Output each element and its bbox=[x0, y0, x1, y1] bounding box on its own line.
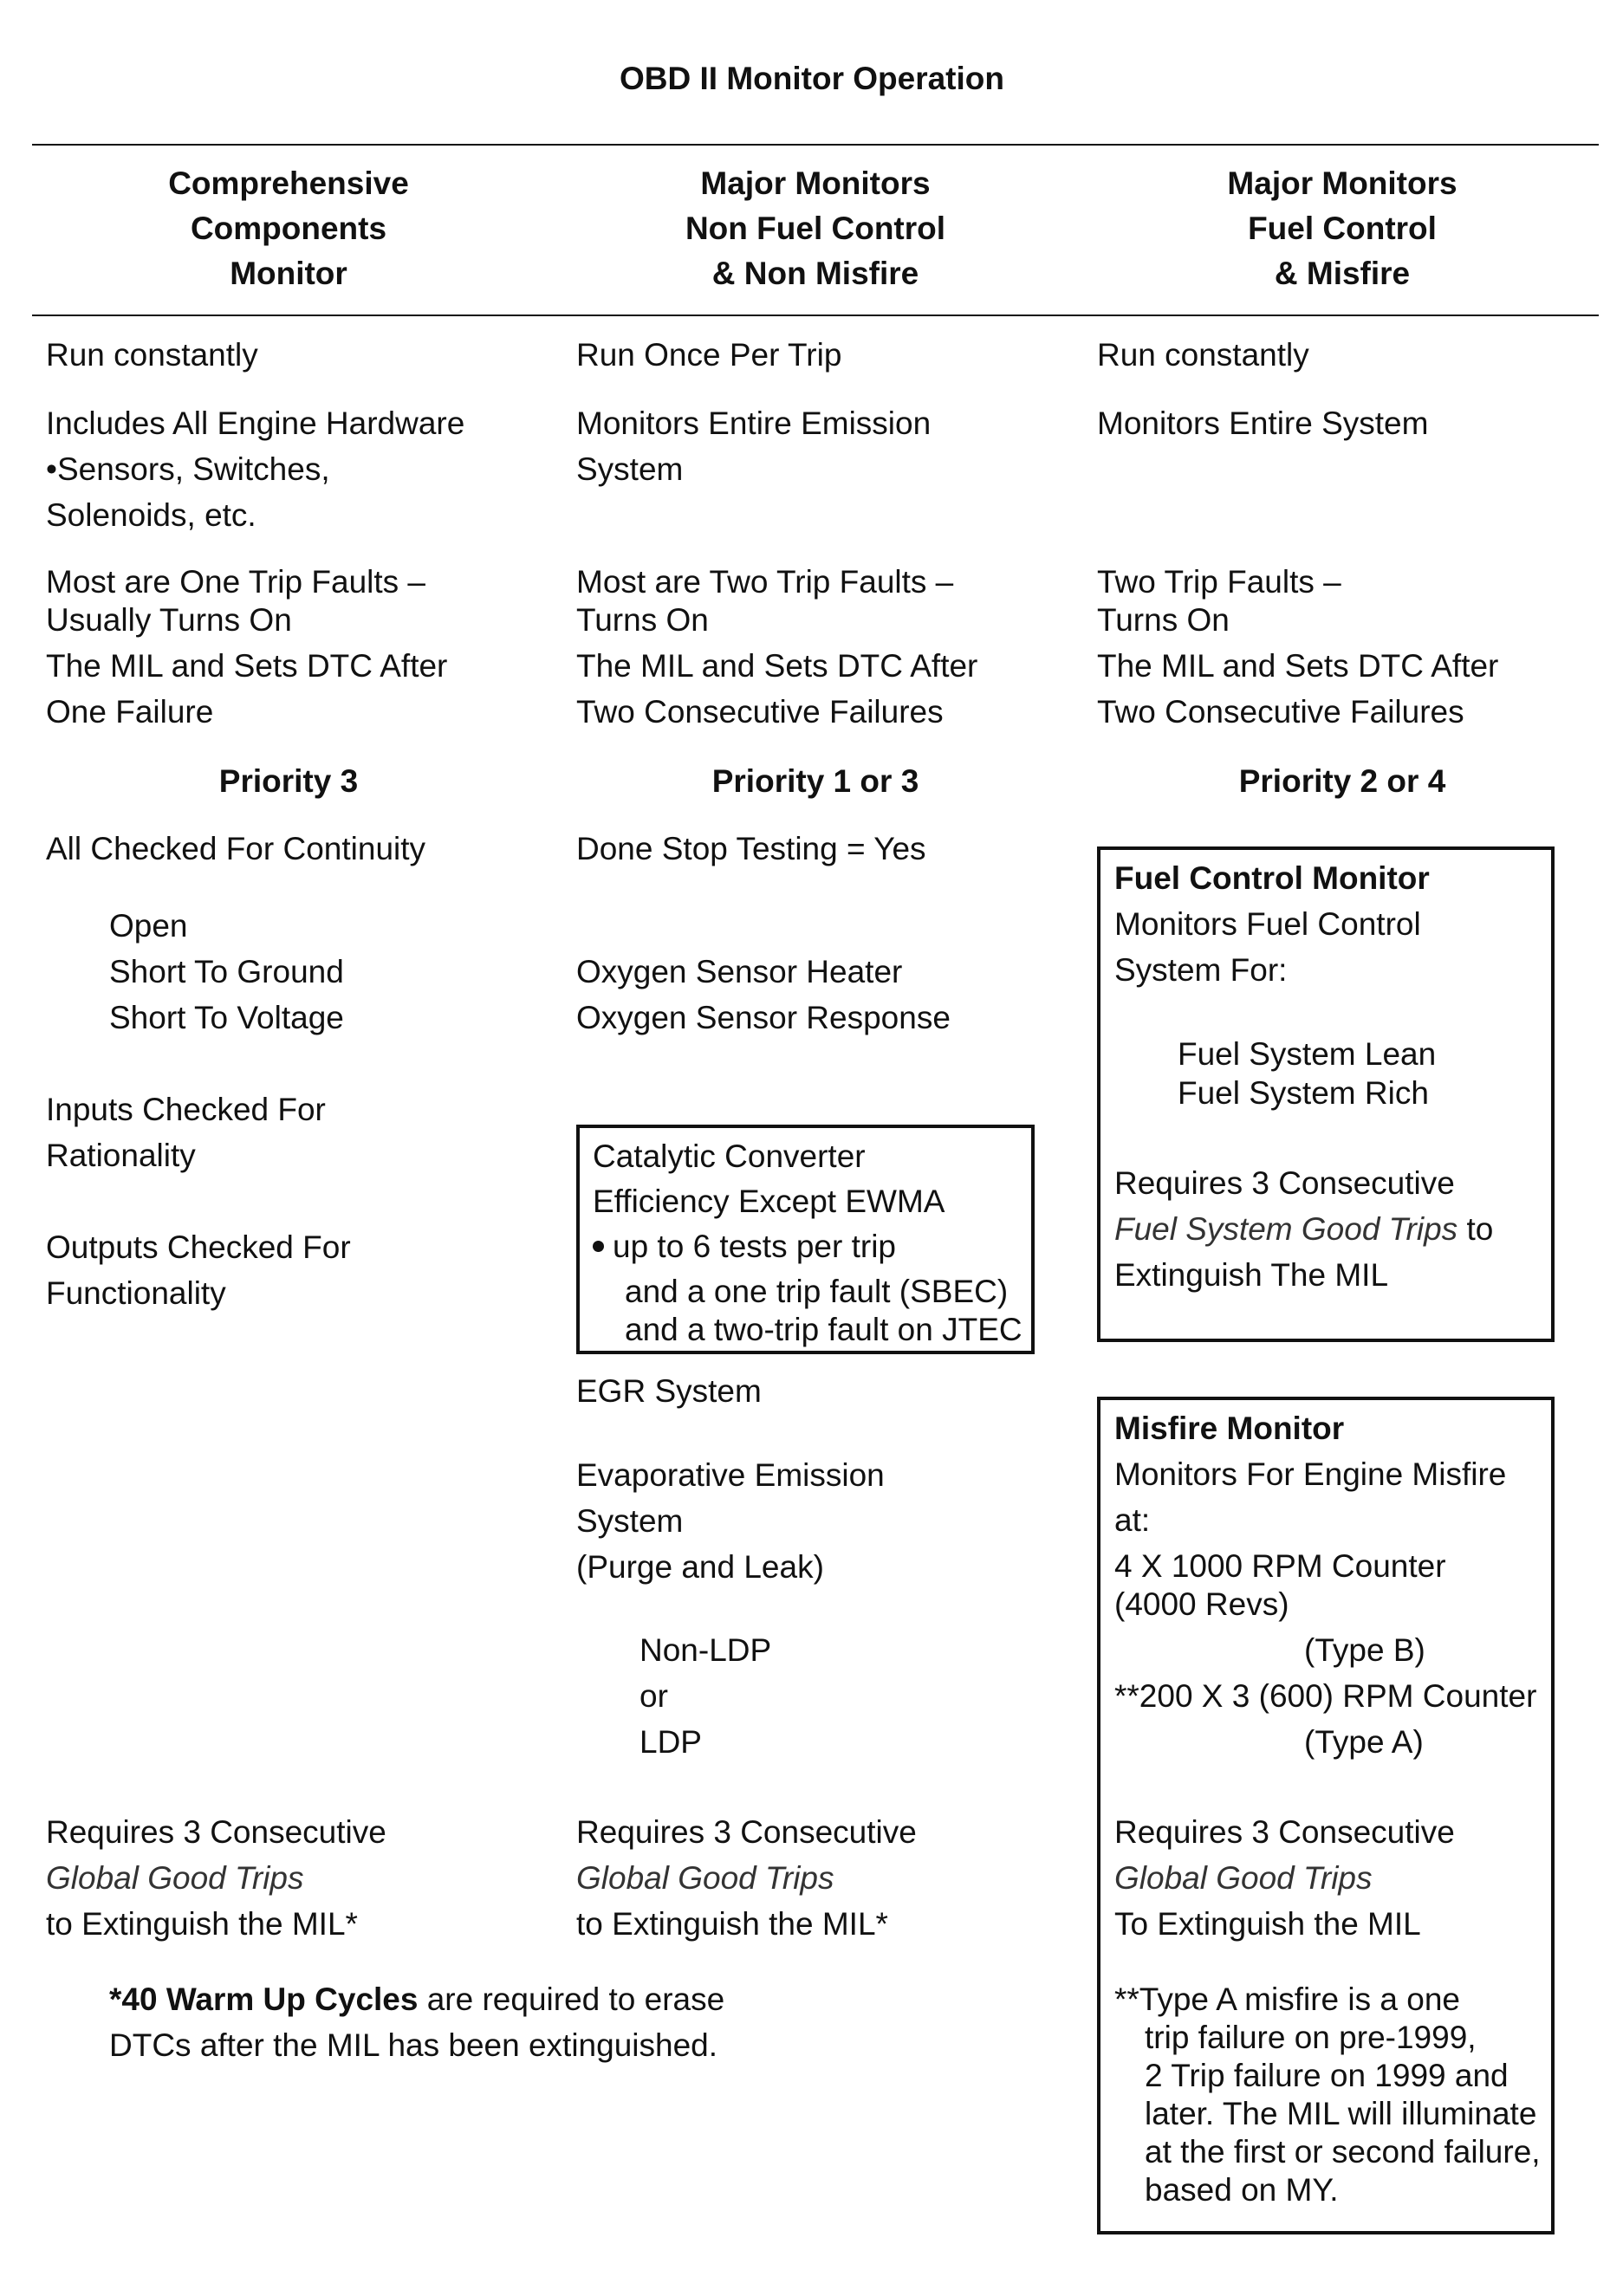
header-line: Non Fuel Control bbox=[685, 211, 946, 246]
fuel-box-line: Monitors Fuel Control bbox=[1114, 906, 1421, 942]
fault-line: Most are Two Trip Faults – bbox=[576, 564, 954, 600]
fuel-box-trips bbox=[1114, 1213, 1493, 1245]
fuel-box-line: System For: bbox=[1114, 952, 1288, 988]
ldp-line: or bbox=[639, 1678, 668, 1714]
catalytic-line: Efficiency Except EWMA bbox=[593, 1184, 945, 1219]
catalytic-bullet-text: up to 6 tests per trip bbox=[613, 1229, 897, 1264]
fault-line: Usually Turns On bbox=[46, 602, 292, 638]
priority-label: Priority 3 bbox=[218, 763, 359, 799]
requires-italic: Global Good Trips bbox=[576, 1860, 834, 1896]
monitors-line: Monitors Entire System bbox=[1097, 405, 1429, 441]
inputs-line: Inputs Checked For bbox=[46, 1092, 326, 1127]
fuel-good-trips: Fuel System Good Trips bbox=[1114, 1211, 1458, 1247]
misfire-note-line: 2 Trip failure on 1999 and bbox=[1145, 2058, 1509, 2093]
includes-line: Solenoids, etc. bbox=[46, 497, 256, 533]
evap-line: Evaporative Emission bbox=[576, 1457, 885, 1493]
check-item: Open bbox=[109, 908, 188, 944]
fuel-box-title: Fuel Control Monitor bbox=[1114, 860, 1430, 896]
continuity-line: All Checked For Continuity bbox=[46, 831, 426, 866]
footnote bbox=[109, 1983, 724, 2015]
priority-label: Priority 2 or 4 bbox=[1238, 763, 1446, 799]
footnote-line: DTCs after the MIL has been extinguished. bbox=[109, 2027, 718, 2063]
misfire-box-line: (4000 Revs) bbox=[1114, 1586, 1289, 1622]
fault-line: Most are One Trip Faults – bbox=[46, 564, 426, 600]
misfire-requires-line: Requires 3 Consecutive bbox=[1114, 1814, 1455, 1850]
misfire-box-line: (Type A) bbox=[1304, 1724, 1424, 1760]
header-top-rule bbox=[32, 144, 1599, 146]
fault-line: Turns On bbox=[576, 602, 709, 638]
run-frequency: Run constantly bbox=[1097, 337, 1309, 373]
inputs-line: Rationality bbox=[46, 1138, 196, 1173]
includes-text: Sensors, Switches, bbox=[56, 451, 330, 487]
outputs-line: Functionality bbox=[46, 1275, 226, 1311]
fuel-box-requires: Requires 3 Consecutive bbox=[1114, 1165, 1455, 1201]
header-bottom-rule bbox=[32, 315, 1599, 316]
evap-line: (Purge and Leak) bbox=[576, 1549, 824, 1585]
footnote-bold: *40 Warm Up Cycles bbox=[109, 1981, 419, 2017]
misfire-box-line: (Type B) bbox=[1304, 1632, 1425, 1668]
misfire-requires-italic: Global Good Trips bbox=[1114, 1860, 1373, 1896]
outputs-line: Outputs Checked For bbox=[46, 1229, 351, 1265]
header-line: & Misfire bbox=[1274, 256, 1411, 291]
misfire-note-line: at the first or second failure, bbox=[1145, 2134, 1541, 2170]
catalytic-line: and a one trip fault (SBEC) bbox=[625, 1274, 1009, 1309]
misfire-box-line: **200 X 3 (600) RPM Counter bbox=[1114, 1678, 1537, 1714]
catalytic-bullet-line bbox=[593, 1230, 896, 1262]
fault-line: The MIL and Sets DTC After bbox=[576, 648, 978, 684]
fuel-condition: Fuel System Rich bbox=[1178, 1075, 1429, 1111]
check-item: Short To Voltage bbox=[109, 1000, 344, 1035]
requires-line: to Extinguish the MIL* bbox=[576, 1906, 888, 1942]
fault-line: The MIL and Sets DTC After bbox=[1097, 648, 1499, 684]
header-line: Monitor bbox=[230, 256, 347, 291]
requires-line: Requires 3 Consecutive bbox=[46, 1814, 386, 1850]
run-frequency: Run constantly bbox=[46, 337, 258, 373]
includes-line: Includes All Engine Hardware bbox=[46, 405, 465, 441]
fuel-box-extinguish: Extinguish The MIL bbox=[1114, 1257, 1389, 1293]
misfire-note-line: later. The MIL will illuminate bbox=[1145, 2096, 1537, 2131]
header-line: Major Monitors bbox=[1227, 165, 1457, 201]
ldp-line: LDP bbox=[639, 1724, 702, 1760]
misfire-note-line: trip failure on pre-1999, bbox=[1145, 2020, 1477, 2055]
header-line: Components bbox=[190, 211, 387, 246]
ldp-line: Non-LDP bbox=[639, 1632, 772, 1668]
oxygen-line: Oxygen Sensor Heater bbox=[576, 954, 903, 989]
catalytic-line: and a two-trip fault on JTEC bbox=[625, 1312, 1022, 1347]
fault-line: Two Trip Faults – bbox=[1097, 564, 1341, 600]
misfire-requires-line: To Extinguish the MIL bbox=[1114, 1906, 1421, 1942]
fault-line: Two Consecutive Failures bbox=[576, 694, 944, 730]
includes-line bbox=[46, 453, 330, 485]
fuel-condition: Fuel System Lean bbox=[1178, 1036, 1437, 1072]
evap-line: System bbox=[576, 1503, 684, 1539]
monitors-line: System bbox=[576, 451, 684, 487]
check-item: Short To Ground bbox=[109, 954, 344, 989]
misfire-box-title: Misfire Monitor bbox=[1114, 1411, 1345, 1446]
requires-line: to Extinguish the MIL* bbox=[46, 1906, 358, 1942]
fault-line: The MIL and Sets DTC After bbox=[46, 648, 448, 684]
requires-italic: Global Good Trips bbox=[46, 1860, 304, 1896]
requires-line: Requires 3 Consecutive bbox=[576, 1814, 917, 1850]
fuel-trips-rest: to bbox=[1457, 1211, 1494, 1247]
header-line: Fuel Control bbox=[1248, 211, 1437, 246]
header-line: Major Monitors bbox=[700, 165, 931, 201]
fault-line: One Failure bbox=[46, 694, 214, 730]
oxygen-line: Oxygen Sensor Response bbox=[576, 1000, 951, 1035]
bullet-icon: • bbox=[46, 451, 57, 487]
misfire-note-line: **Type A misfire is a one bbox=[1114, 1981, 1460, 2017]
misfire-note-line: based on MY. bbox=[1145, 2172, 1339, 2208]
monitors-line: Monitors Entire Emission bbox=[576, 405, 932, 441]
bullet-icon bbox=[593, 1241, 604, 1252]
footnote-text: are required to erase bbox=[418, 1981, 725, 2017]
done-line: Done Stop Testing = Yes bbox=[576, 831, 926, 866]
header-line: Comprehensive bbox=[168, 165, 409, 201]
header-line: & Non Misfire bbox=[711, 256, 919, 291]
misfire-box-line: at: bbox=[1114, 1502, 1151, 1538]
catalytic-line: Catalytic Converter bbox=[593, 1138, 866, 1174]
egr-line: EGR System bbox=[576, 1373, 762, 1409]
priority-label: Priority 1 or 3 bbox=[711, 763, 919, 799]
misfire-box-line: Monitors For Engine Misfire bbox=[1114, 1456, 1507, 1492]
run-frequency: Run Once Per Trip bbox=[576, 337, 842, 373]
fault-line: Turns On bbox=[1097, 602, 1230, 638]
fault-line: Two Consecutive Failures bbox=[1097, 694, 1464, 730]
misfire-box-line: 4 X 1000 RPM Counter bbox=[1114, 1548, 1446, 1584]
page-title: OBD II Monitor Operation bbox=[620, 61, 1004, 96]
